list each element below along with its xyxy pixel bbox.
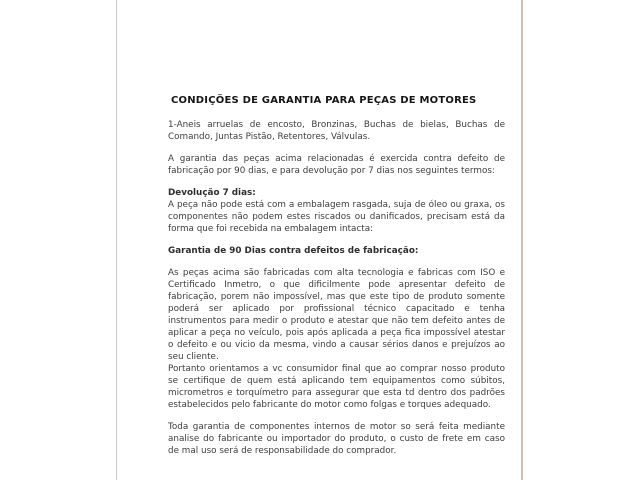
page-right-border: [521, 0, 523, 480]
warranty-90-days-body-1: As peças acima são fabricadas com alta tecnologia e fabricas com ISO e Certificado Inmetro, o que dificilmente pode apresentar defeito de fabricação, porem não impossível, mas que este tipo de produto somente poderá ser aplicado por profissional técnico capacitado e tenha instrumentos para medir o produto e atestar que não tem defeito antes de aplicar a peça no veículo, pois após aplicada a peça fica impossível atestar o defeito e ou vicio da mesma, vindo a causar sérios danos e prejuízos ao seu cliente.: [168, 268, 505, 362]
page-title: CONDIÇÕES DE GARANTIA PARA PEÇAS DE MOTORES: [171, 95, 477, 106]
return-policy-body: A peça não pode está com a embalagem rasgada, suja de óleo ou graxa, os componentes não podem estes riscados ou danificados, precisam está da forma que foi recebida na embalagem intacta:: [168, 200, 505, 234]
parts-list-paragraph: 1-Aneis arruelas de encosto, Bronzinas, Buchas de bielas, Buchas de Comando, Juntas Pistão, Retentores, Válvulas.: [168, 120, 505, 142]
page-left-border: [116, 0, 117, 480]
return-policy-section: [168, 187, 505, 235]
warranty-terms-paragraph: A garantia das peças acima relacionadas é exercida contra defeito de fabricação por 90 dias, e para devolução por 7 dias nos seguintes termos:: [168, 154, 505, 176]
warranty-document: [168, 94, 505, 467]
closing-paragraph: Toda garantia de componentes internos de motor so será feita mediante analise do fabricante ou importador do produto, o custo de frete em caso de mal uso será de responsabilidade do comprador.: [168, 422, 505, 456]
warranty-90-days-heading: Garantia de 90 Dias contra defeitos de fabricação:: [168, 246, 419, 256]
return-policy-heading: Devolução 7 dias:: [168, 188, 256, 198]
warranty-90-days-body-2: Portanto orientamos a vc consumidor final que ao comprar nosso produto se certifique de quem está aplicando tem equipamentos como súbitos, micrometros e torquímetro para assegurar que esta td dentro dos padrões estabelecidos pelo fabricante do motor como folgas e torques adequado.: [168, 364, 505, 410]
